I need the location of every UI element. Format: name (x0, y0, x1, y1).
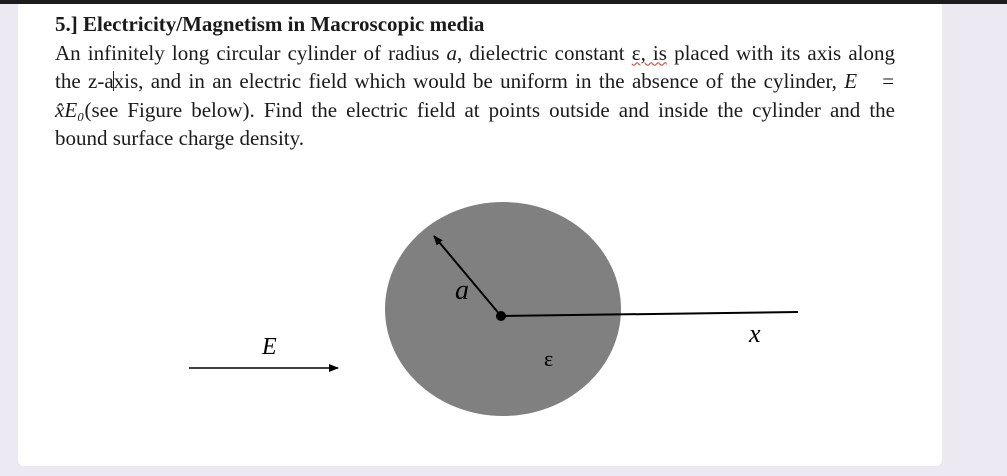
dielectric-cylinder (385, 202, 621, 416)
problem-heading: 5.] Electricity/Magnetism in Macroscopic media (55, 12, 485, 36)
statement-part-4: xis, and in an electric field which would be uniform in the absence of the cylinder, (113, 69, 845, 93)
epsilon-label: ε (544, 346, 554, 371)
statement-part-5: (see Figure below). Find the electric field at points outside and inside the cylinder and the bound surface charge density. (55, 97, 895, 150)
statement-part-3: placed with its axis along the z-a (55, 40, 895, 93)
right-side-panel (946, 4, 1007, 476)
cylinder-figure (18, 4, 942, 466)
radius-label: a (455, 275, 469, 306)
field-vector-label: E⃗ (262, 334, 296, 360)
statement-part-2: , dielectric constant (457, 40, 632, 65)
spellcheck-flagged-word[interactable]: ε, is (631, 40, 667, 65)
field-equation: E⃗ = x̂E₀ (55, 69, 895, 122)
statement-part-1: An infinitely long circular cylinder of radius (55, 40, 447, 65)
x-axis-label: x (749, 319, 761, 348)
radius-symbol: a (446, 40, 458, 65)
document-page (18, 4, 942, 466)
center-point (496, 311, 506, 321)
